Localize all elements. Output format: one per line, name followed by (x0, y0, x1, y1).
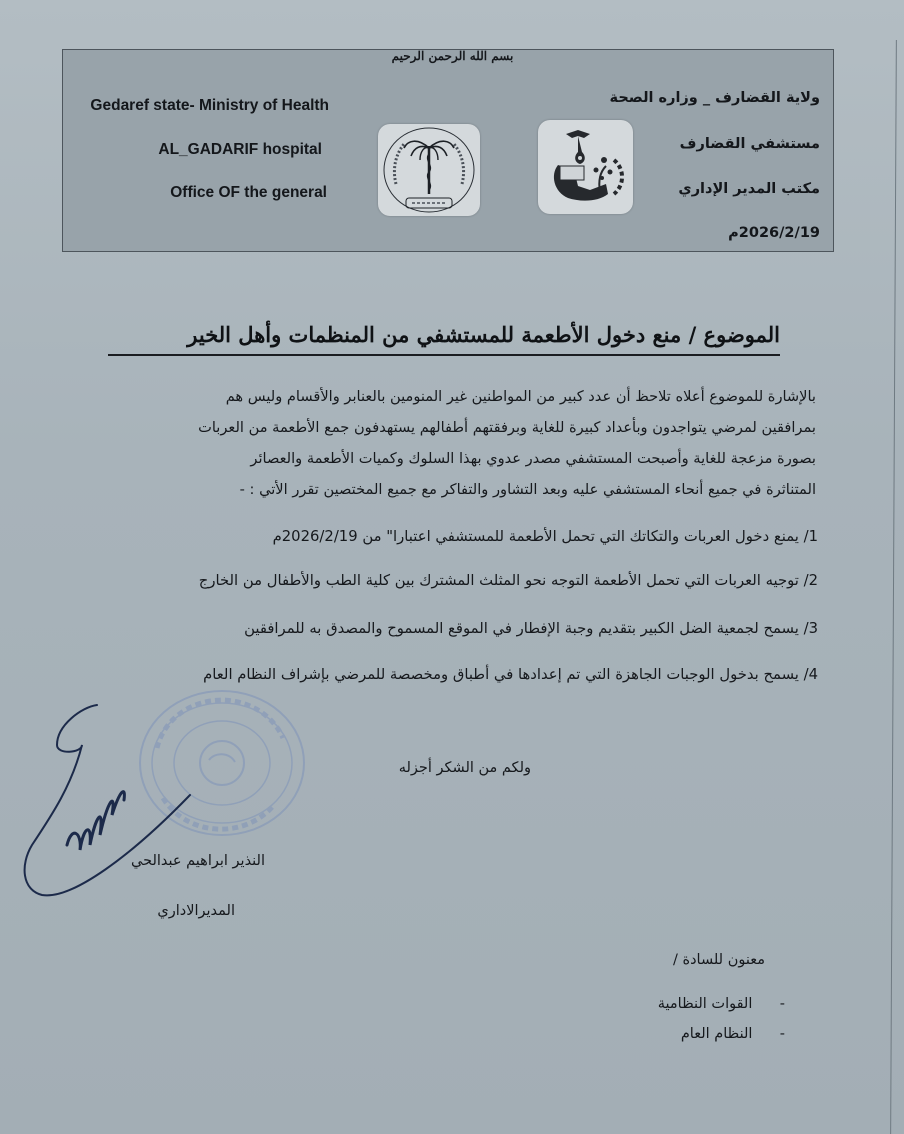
cc-item-label: القوات النظامية (657, 996, 753, 1012)
health-gear-logo-icon (538, 120, 633, 214)
cc-item-regular-forces (640, 996, 785, 1012)
letterhead-arabic-hospital: مستشفي القضارف (679, 136, 820, 152)
letter-body-paragraph (76, 381, 816, 505)
cc-heading: معنون للسادة / (672, 952, 765, 968)
body-line: بصورة مزعجة للغاية وأصبحت المستشفي مصدر عدوي بهذا السلوك وكميات الأطعمة والعصائر (250, 450, 816, 467)
body-line: بالإشارة للموضوع أعلاه تلاحظ أن عدد كبير من المواطنين غير المنومين بالعنابر والأقسام وليس هم (225, 388, 816, 405)
decision-item-2: 2/ توجيه العربات التي تحمل الأطعمة التوجه نحو المثلث المشترك بين كلية الطب والأطفال من الخارج (198, 572, 818, 589)
bismillah-heading: بسم الله الرحمن الرحيم (391, 49, 514, 63)
paper-edge-line (890, 40, 897, 1134)
subject-underline (108, 354, 780, 356)
cc-item-public-order (640, 1026, 785, 1042)
body-line: بمرافقين لمرضي يتواجدون وبأعداد كبيرة للغاية وبرفقتهم أطفالهم يستهدفون جمع الأطعمة من العربات (198, 419, 816, 436)
decision-item-4: 4/ يسمح بدخول الوجبات الجاهزة التي تم إعدادها في أطباق ومخصصة للمرضي بإشراف النظام العام (203, 666, 818, 683)
cc-bullet: - (779, 996, 785, 1012)
letter-subject: الموضوع / منع دخول الأطعمة للمستشفي من المنظمات وأهل الخير (187, 322, 780, 347)
letterhead-english-office: Office OF the general (170, 184, 327, 201)
closing-thanks: ولكم من الشكر أجزله (398, 760, 531, 776)
signer-title: المديرالاداري (157, 903, 235, 919)
palm-tree-emblem-icon (378, 124, 480, 216)
cc-bullet: - (779, 1026, 785, 1042)
letterhead-date: 2026/2/19م (728, 225, 820, 241)
letterhead-arabic-ministry: ولاية القضارف _ وزاره الصحة (609, 90, 820, 106)
letterhead-arabic-office: مكتب المدير الإداري (678, 181, 820, 197)
signer-name: النذير ابراهيم عبدالحي (131, 853, 265, 869)
handwritten-signature-icon (12, 695, 202, 905)
letterhead-english-hospital: AL_GADARIF hospital (158, 141, 322, 158)
letterhead-english-ministry: Gedaref state- Ministry of Health (90, 97, 329, 114)
decision-item-3: 3/ يسمح لجمعية الضل الكبير بتقديم وجبة الإفطار في الموقع المسموح والمصدق به للمرافقين (244, 620, 818, 637)
body-line: المتناثرة في جميع أنحاء المستشفي عليه وبعد التشاور والتفاكر مع جميع المختصين تقرر الأتي : - (239, 481, 816, 498)
decision-item-1: 1/ يمنع دخول العربات والتكاتك التي تحمل الأطعمة للمستشفي اعتبارا" من 2026/2/19م (272, 528, 818, 545)
cc-item-label: النظام العام (680, 1026, 753, 1042)
